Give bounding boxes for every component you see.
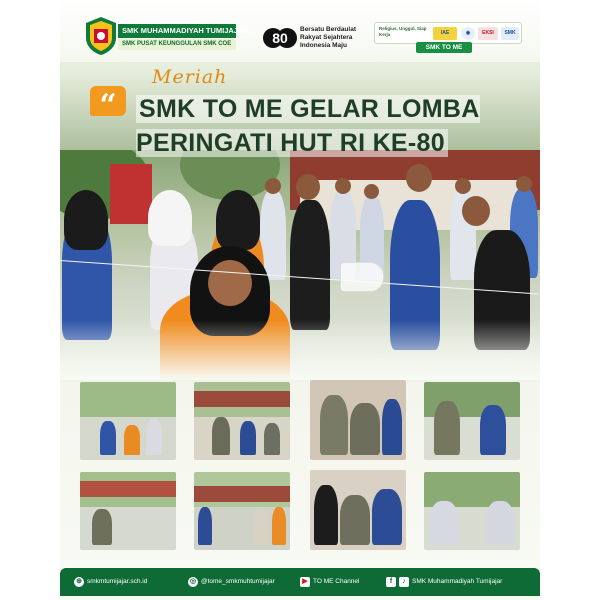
photo-figure (240, 421, 256, 455)
photo-figure (146, 419, 162, 455)
photo-figure (254, 509, 268, 545)
photo-figure (212, 417, 230, 455)
photo-figure (92, 509, 112, 545)
footer-facebook[interactable] (386, 576, 502, 588)
gallery-photo (310, 380, 406, 460)
photo-figure (340, 495, 370, 545)
globe-icon: ⊕ (74, 577, 84, 587)
tagline-line: Indonesia Maju (300, 42, 347, 49)
photo-figure (430, 501, 458, 545)
photo-figure (350, 403, 380, 455)
footer-youtube-label: TO ME Channel (313, 578, 360, 585)
tagline-line: Bersatu Berdaulat (300, 26, 356, 33)
photo-sky (80, 382, 176, 417)
tiktok-icon: ♪ (399, 577, 409, 587)
footer-facebook-label: SMK Muhammadiyah Tumijajar (412, 578, 503, 585)
photo-figure (434, 401, 460, 455)
photo-figure (486, 501, 514, 545)
footer-youtube[interactable] (300, 576, 359, 588)
tagline-line: Rakyat Sejahtera (300, 34, 353, 41)
photo-figure (382, 399, 402, 455)
school-name: SMK MUHAMMADIYAH TUMIJAJAR (118, 24, 236, 38)
photo-roof (194, 486, 290, 502)
gallery-photo (424, 382, 520, 460)
footer-website[interactable] (74, 576, 147, 588)
photo-figure (320, 395, 348, 455)
photo-roof (80, 481, 176, 497)
poster-frame (60, 0, 540, 600)
facebook-icon: f (386, 577, 396, 587)
photo-gallery (60, 0, 540, 600)
gallery-photo (194, 382, 290, 460)
footer-website-label: smkmtumijajar.sch.id (87, 578, 148, 585)
school-subtitle: SMK PUSAT KEUNGGULAN SMK COE (118, 39, 236, 50)
gallery-photo (424, 472, 520, 550)
gallery-photo (194, 472, 290, 550)
footer-instagram[interactable] (188, 576, 275, 588)
quote-icon: “ (90, 86, 126, 116)
photo-figure (372, 489, 402, 545)
partner-logo-eksi: EKSI (478, 27, 498, 40)
brand-label: SMK TO ME (416, 42, 472, 53)
instagram-icon: ◎ (189, 578, 197, 585)
youtube-icon: ▶ (300, 577, 310, 587)
headline-title-text: SMK TO ME GELAR LOMBA PERINGATI HUT RI KE-80 (136, 95, 480, 157)
footer-bar (60, 568, 540, 596)
partner-logo-smk: SMK (501, 27, 519, 40)
anniversary-number: 80 (272, 30, 288, 46)
gallery-photo (310, 470, 406, 550)
photo-figure (198, 507, 212, 545)
photo-roof (194, 391, 290, 407)
footer-instagram-label: @tome_smkmuhtumijajar (201, 578, 275, 585)
photo-figure (272, 507, 286, 545)
photo-figure (100, 421, 116, 455)
partner-seal-icon: ◉ (461, 27, 475, 40)
gallery-photo (80, 472, 176, 550)
photo-figure (314, 485, 338, 545)
gallery-photo (80, 382, 176, 460)
partner-motto: Religius, Unggul, Siap Kerja (379, 26, 427, 37)
photo-figure (480, 405, 506, 455)
partner-logo-iae: IAE (433, 27, 457, 40)
headline-kicker: Meriah (152, 66, 228, 88)
photo-figure (264, 423, 280, 455)
photo-figure (124, 425, 140, 455)
